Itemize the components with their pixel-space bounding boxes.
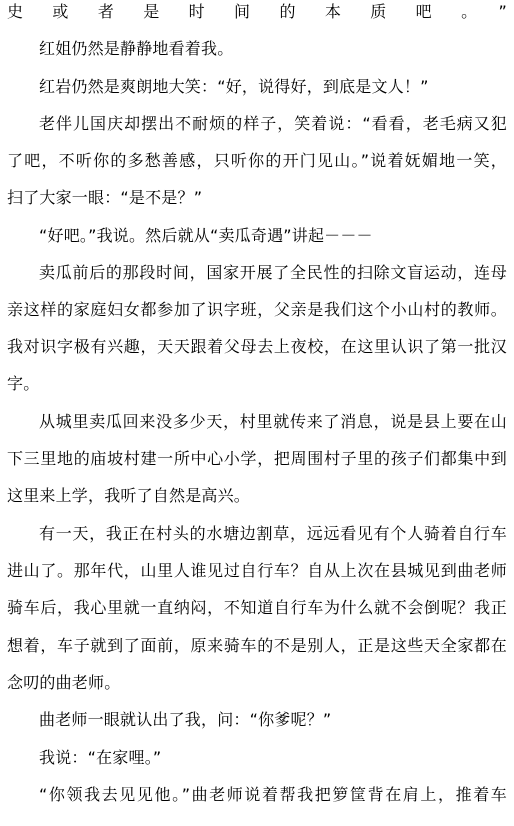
text-line-6: 扫了大家一眼：“是不是？”	[7, 188, 203, 207]
text-line-21: 我说：“在家哩。”	[39, 748, 162, 767]
text-line-7: “好吧。”我说。然后就从“卖瓜奇遇”讲起－－－	[39, 226, 373, 245]
text-line-5: 了吧，不听你的多愁善感，只听你的开门见山。”说着妩媚地一笑，	[7, 151, 507, 170]
text-line-8: 卖瓜前后的那段时间，国家开展了全民性的扫除文盲运动，连母	[39, 263, 507, 282]
text-line-1: 史或者是时间的本质吧。”	[7, 2, 507, 21]
text-line-14: 这里来上学，我听了自然是高兴。	[7, 486, 251, 505]
text-line-17: 骑车后，我心里就一直纳闷，不知道自行车为什么就不会倒呢？我正	[7, 598, 507, 617]
text-line-9: 亲这样的家庭妇女都参加了识字班，父亲是我们这个小山村的教师。	[7, 300, 507, 319]
text-line-4: 老伴儿国庆却摆出不耐烦的样子，笑着说：“看看，老毛病又犯	[39, 114, 507, 133]
text-line-3: 红岩仍然是爽朗地大笑：“好，说得好，到底是文人！”	[39, 77, 429, 96]
text-line-20: 曲老师一眼就认出了我，问：“你爹呢？”	[39, 710, 332, 729]
text-line-11: 字。	[7, 374, 40, 393]
text-line-13: 下三里地的庙坡村建一所中心小学，把周围村子里的孩子们都集中到	[7, 449, 507, 468]
text-line-12: 从城里卖瓜回来没多少天，村里就传来了消息，说是县上要在山	[39, 412, 507, 431]
text-line-16: 进山了。那年代，山里人谁见过自行车？自从上次在县城见到曲老师	[7, 561, 507, 580]
text-line-22: “你领我去见见他。”曲老师说着帮我把箩筐背在肩上，推着车	[39, 785, 507, 804]
text-line-19: 念叨的曲老师。	[7, 673, 121, 692]
text-line-10: 我对识字极有兴趣，天天跟着父母去上夜校，在这里认识了第一批汉	[7, 337, 507, 356]
text-line-15: 有一天，我正在村头的水塘边割草，远远看见有个人骑着自行车	[39, 524, 507, 543]
text-line-2: 红姐仍然是静静地看着我。	[39, 39, 234, 58]
text-line-18: 想着，车子就到了面前，原来骑车的不是别人，正是这些天全家都在	[7, 636, 507, 655]
